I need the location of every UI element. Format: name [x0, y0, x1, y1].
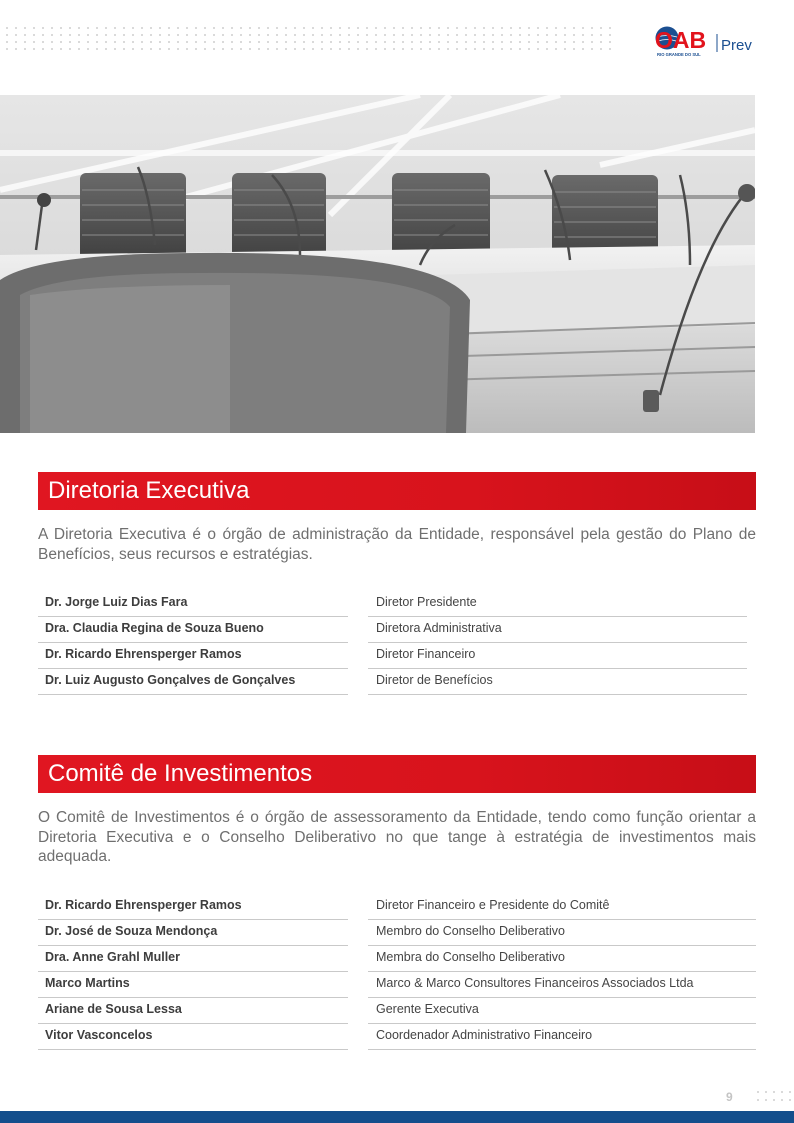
- member-name: Dra. Claudia Regina de Souza Bueno: [45, 621, 264, 635]
- page-number: 9: [726, 1090, 733, 1104]
- member-role: Coordenador Administrativo Financeiro: [376, 1028, 593, 1042]
- member-name: Dr. Ricardo Ehrensperger Ramos: [45, 647, 242, 661]
- member-role: Diretor de Benefícios: [376, 673, 493, 687]
- table-row: [38, 669, 348, 695]
- section-title-diretoria-executiva: Diretoria Executiva: [38, 472, 756, 510]
- comite-names-column: [38, 894, 348, 1050]
- member-name: Dra. Anne Grahl Muller: [45, 950, 180, 964]
- member-role: Diretor Presidente: [376, 595, 477, 609]
- logo-text: OAB: [655, 27, 707, 53]
- table-row: [368, 920, 756, 946]
- table-row: [38, 998, 348, 1024]
- member-role: Membro do Conselho Deliberativo: [376, 924, 565, 938]
- section-description-diretoria-executiva: A Diretoria Executiva é o órgão de administração da Entidade, responsável pela gestão do Plano de Benefícios, seus recursos e estratégias.: [38, 526, 756, 563]
- header-dot-pattern: [6, 27, 616, 53]
- table-row: [38, 946, 348, 972]
- table-row: [38, 920, 348, 946]
- member-role: Diretora Administrativa: [376, 621, 502, 635]
- member-name: Ariane de Sousa Lessa: [45, 1002, 182, 1016]
- table-row: [38, 643, 348, 669]
- member-role: Gerente Executiva: [376, 1002, 479, 1016]
- table-row: [38, 591, 348, 617]
- table-row: [368, 946, 756, 972]
- member-role: Membra do Conselho Deliberativo: [376, 950, 565, 964]
- logo-prev-text: Prev: [721, 37, 752, 54]
- table-row: [368, 669, 747, 695]
- member-role: Marco & Marco Consultores Financeiros Associados Ltda: [376, 976, 694, 990]
- table-row: [38, 972, 348, 998]
- member-name: Dr. Ricardo Ehrensperger Ramos: [45, 898, 242, 912]
- table-row: [368, 972, 756, 998]
- comite-roles-column: [368, 894, 756, 1050]
- table-row: [368, 617, 747, 643]
- member-name: Dr. José de Souza Mendonça: [45, 924, 218, 938]
- bottom-color-bar: [0, 1111, 794, 1123]
- diretoria-roles-column: [368, 591, 747, 695]
- table-row: [38, 617, 348, 643]
- conference-room-photo: [0, 95, 755, 433]
- section-title-comite-de-investimentos: Comitê de Investimentos: [38, 755, 756, 793]
- logo-subtext: RIO GRANDE DO SUL: [657, 52, 701, 57]
- table-row: [38, 1024, 348, 1050]
- footer-dot-pattern: [757, 1091, 793, 1103]
- diretoria-names-column: [38, 591, 348, 695]
- member-role: Diretor Financeiro: [376, 647, 476, 661]
- member-name: Vitor Vasconcelos: [45, 1028, 153, 1042]
- table-row: [368, 643, 747, 669]
- table-row: [368, 998, 756, 1024]
- table-row: [368, 591, 747, 617]
- member-name: Dr. Luiz Augusto Gonçalves de Gonçalves: [45, 673, 296, 687]
- table-row: [368, 1024, 756, 1050]
- table-row: [368, 894, 756, 920]
- member-name: Dr. Jorge Luiz Dias Fara: [45, 595, 188, 609]
- member-role: Diretor Financeiro e Presidente do Comitê: [376, 898, 610, 912]
- oab-prev-logo: [654, 25, 764, 59]
- section-description-comite-de-investimentos: O Comitê de Investimentos é o órgão de assessoramento da Entidade, tendo como função orientar a Diretoria Executiva e o Conselho Deliberativo no que tange à estratégia de investimentos mais adequada.: [38, 809, 756, 865]
- table-row: [38, 894, 348, 920]
- member-name: Marco Martins: [45, 976, 130, 990]
